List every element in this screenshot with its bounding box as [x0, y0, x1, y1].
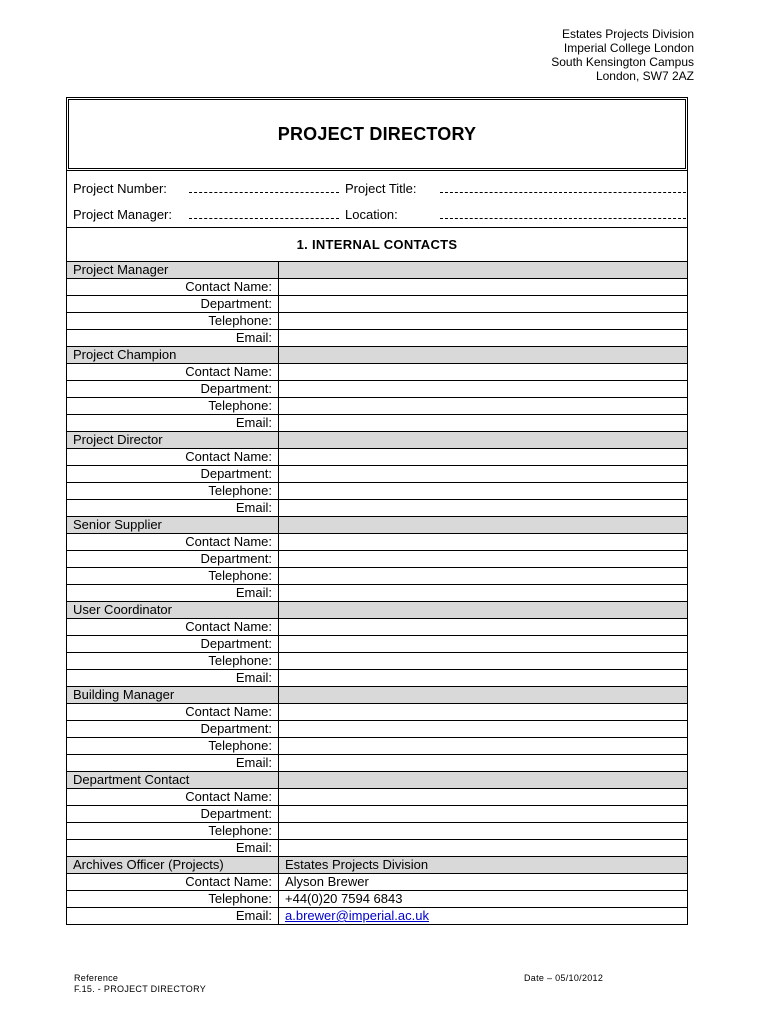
address-line: South Kensington Campus — [551, 55, 694, 69]
email-value[interactable] — [279, 500, 688, 517]
contact-field-row — [67, 619, 688, 636]
department-label: Department: — [67, 636, 279, 653]
contact-name-value[interactable] — [279, 534, 688, 551]
email-label: Email: — [67, 585, 279, 602]
role-name: Department Contact — [67, 772, 279, 789]
contact-field-row — [67, 313, 688, 330]
archives-field-row — [67, 891, 688, 908]
role-value-cell[interactable] — [279, 432, 688, 449]
archives-header-row — [67, 857, 688, 874]
role-header-row — [67, 772, 688, 789]
contact-field-row — [67, 721, 688, 738]
archives-field-row — [67, 874, 688, 891]
contact-field-row — [67, 330, 688, 347]
contact-name-value[interactable] — [279, 364, 688, 381]
telephone-value[interactable] — [279, 398, 688, 415]
telephone-label: Telephone: — [67, 313, 279, 330]
contact-name-value[interactable] — [279, 789, 688, 806]
email-link[interactable]: a.brewer@imperial.ac.uk — [285, 908, 429, 923]
role-header-row — [67, 687, 688, 704]
telephone-label: Telephone: — [67, 568, 279, 585]
email-value[interactable] — [279, 840, 688, 857]
address-line: Imperial College London — [563, 41, 694, 55]
archives-division: Estates Projects Division — [279, 857, 688, 874]
role-value-cell[interactable] — [279, 517, 688, 534]
contact-name-value[interactable] — [279, 704, 688, 721]
archives-contact-name-value: Alyson Brewer — [279, 874, 688, 891]
email-value[interactable] — [279, 415, 688, 432]
contact-field-row — [67, 789, 688, 806]
role-header-row — [67, 602, 688, 619]
contact-name-value[interactable] — [279, 279, 688, 296]
contact-field-row — [67, 415, 688, 432]
contact-field-row — [67, 398, 688, 415]
role-header-row — [67, 432, 688, 449]
address-block — [551, 27, 694, 83]
contact-field-row — [67, 534, 688, 551]
contact-field-row — [67, 738, 688, 755]
project-title-label: Project Title: — [345, 181, 417, 196]
telephone-value[interactable] — [279, 653, 688, 670]
address-line: London, SW7 2AZ — [595, 69, 694, 83]
contact-field-row — [67, 755, 688, 772]
telephone-label: Telephone: — [67, 738, 279, 755]
role-name: Project Champion — [67, 347, 279, 364]
role-header-row — [67, 517, 688, 534]
contact-name-label: Contact Name: — [67, 279, 279, 296]
email-label: Email: — [67, 500, 279, 517]
telephone-value[interactable] — [279, 313, 688, 330]
contact-field-row — [67, 568, 688, 585]
role-name: Building Manager — [67, 687, 279, 704]
telephone-value[interactable] — [279, 483, 688, 500]
department-label: Department: — [67, 551, 279, 568]
role-value-cell[interactable] — [279, 772, 688, 789]
role-name: Project Manager — [67, 262, 279, 279]
location-label: Location: — [345, 207, 398, 222]
email-value[interactable] — [279, 670, 688, 687]
email-label: Email: — [67, 670, 279, 687]
contact-field-row — [67, 483, 688, 500]
contact-field-row — [67, 806, 688, 823]
email-label: Email: — [67, 330, 279, 347]
role-value-cell[interactable] — [279, 602, 688, 619]
project-title-field[interactable] — [440, 192, 686, 193]
department-label: Department: — [67, 721, 279, 738]
role-name: User Coordinator — [67, 602, 279, 619]
email-label: Email: — [67, 840, 279, 857]
telephone-label: Telephone: — [67, 823, 279, 840]
contact-field-row — [67, 364, 688, 381]
contact-name-label: Contact Name: — [67, 449, 279, 466]
role-value-cell[interactable] — [279, 347, 688, 364]
email-label: Email: — [67, 908, 279, 925]
contact-name-label: Contact Name: — [67, 619, 279, 636]
department-value[interactable] — [279, 636, 688, 653]
project-manager-label: Project Manager: — [73, 207, 172, 222]
title-box — [66, 97, 688, 171]
project-manager-field[interactable] — [189, 218, 339, 219]
email-value[interactable] — [279, 585, 688, 602]
contact-field-row — [67, 636, 688, 653]
page-title: PROJECT DIRECTORY — [277, 123, 477, 144]
contact-field-row — [67, 296, 688, 313]
contact-field-row — [67, 670, 688, 687]
department-value[interactable] — [279, 466, 688, 483]
email-value[interactable] — [279, 755, 688, 772]
contact-name-label: Contact Name: — [67, 874, 279, 891]
contact-name-label: Contact Name: — [67, 364, 279, 381]
department-value[interactable] — [279, 806, 688, 823]
reference-value: F.15. - PROJECT DIRECTORY — [74, 984, 207, 994]
contact-field-row — [67, 449, 688, 466]
contact-name-label: Contact Name: — [67, 789, 279, 806]
project-number-label: Project Number: — [73, 181, 167, 196]
department-value[interactable] — [279, 551, 688, 568]
department-label: Department: — [67, 466, 279, 483]
telephone-value[interactable] — [279, 823, 688, 840]
location-field[interactable] — [440, 218, 686, 219]
contact-field-row — [67, 466, 688, 483]
role-value-cell[interactable] — [279, 687, 688, 704]
role-name: Senior Supplier — [67, 517, 279, 534]
role-name: Project Director — [67, 432, 279, 449]
email-label: Email: — [67, 415, 279, 432]
contact-name-label: Contact Name: — [67, 704, 279, 721]
archives-role-name: Archives Officer (Projects) — [67, 857, 279, 874]
email-label: Email: — [67, 755, 279, 772]
role-value-cell[interactable] — [279, 262, 688, 279]
department-label: Department: — [67, 296, 279, 313]
project-number-field[interactable] — [189, 192, 339, 193]
role-header-row — [67, 347, 688, 364]
email-value[interactable] — [279, 330, 688, 347]
project-info-box — [66, 171, 688, 228]
contact-name-value[interactable] — [279, 619, 688, 636]
footer-date: Date – 05/10/2012 — [524, 973, 604, 983]
contact-field-row — [67, 704, 688, 721]
contact-field-row — [67, 551, 688, 568]
footer-reference — [74, 973, 206, 995]
section-title: 1. INTERNAL CONTACTS — [67, 228, 688, 262]
department-value[interactable] — [279, 296, 688, 313]
contact-field-row — [67, 500, 688, 517]
address-line: Estates Projects Division — [561, 27, 694, 41]
contact-field-row — [67, 840, 688, 857]
contact-field-row — [67, 381, 688, 398]
telephone-value[interactable] — [279, 568, 688, 585]
telephone-value[interactable] — [279, 738, 688, 755]
reference-label: Reference — [74, 973, 119, 983]
contact-field-row — [67, 279, 688, 296]
contact-field-row — [67, 653, 688, 670]
contact-field-row — [67, 585, 688, 602]
section-header-row — [67, 228, 688, 262]
contact-field-row — [67, 823, 688, 840]
archives-email-value[interactable] — [279, 908, 688, 925]
telephone-label: Telephone: — [67, 483, 279, 500]
department-label: Department: — [67, 806, 279, 823]
department-value[interactable] — [279, 381, 688, 398]
department-label: Department: — [67, 381, 279, 398]
archives-field-row — [67, 908, 688, 925]
contact-name-label: Contact Name: — [67, 534, 279, 551]
telephone-label: Telephone: — [67, 653, 279, 670]
contacts-table — [66, 227, 688, 925]
archives-telephone-value: +44(0)20 7594 6843 — [279, 891, 688, 908]
role-header-row — [67, 262, 688, 279]
contact-name-value[interactable] — [279, 449, 688, 466]
telephone-label: Telephone: — [67, 891, 279, 908]
telephone-label: Telephone: — [67, 398, 279, 415]
department-value[interactable] — [279, 721, 688, 738]
